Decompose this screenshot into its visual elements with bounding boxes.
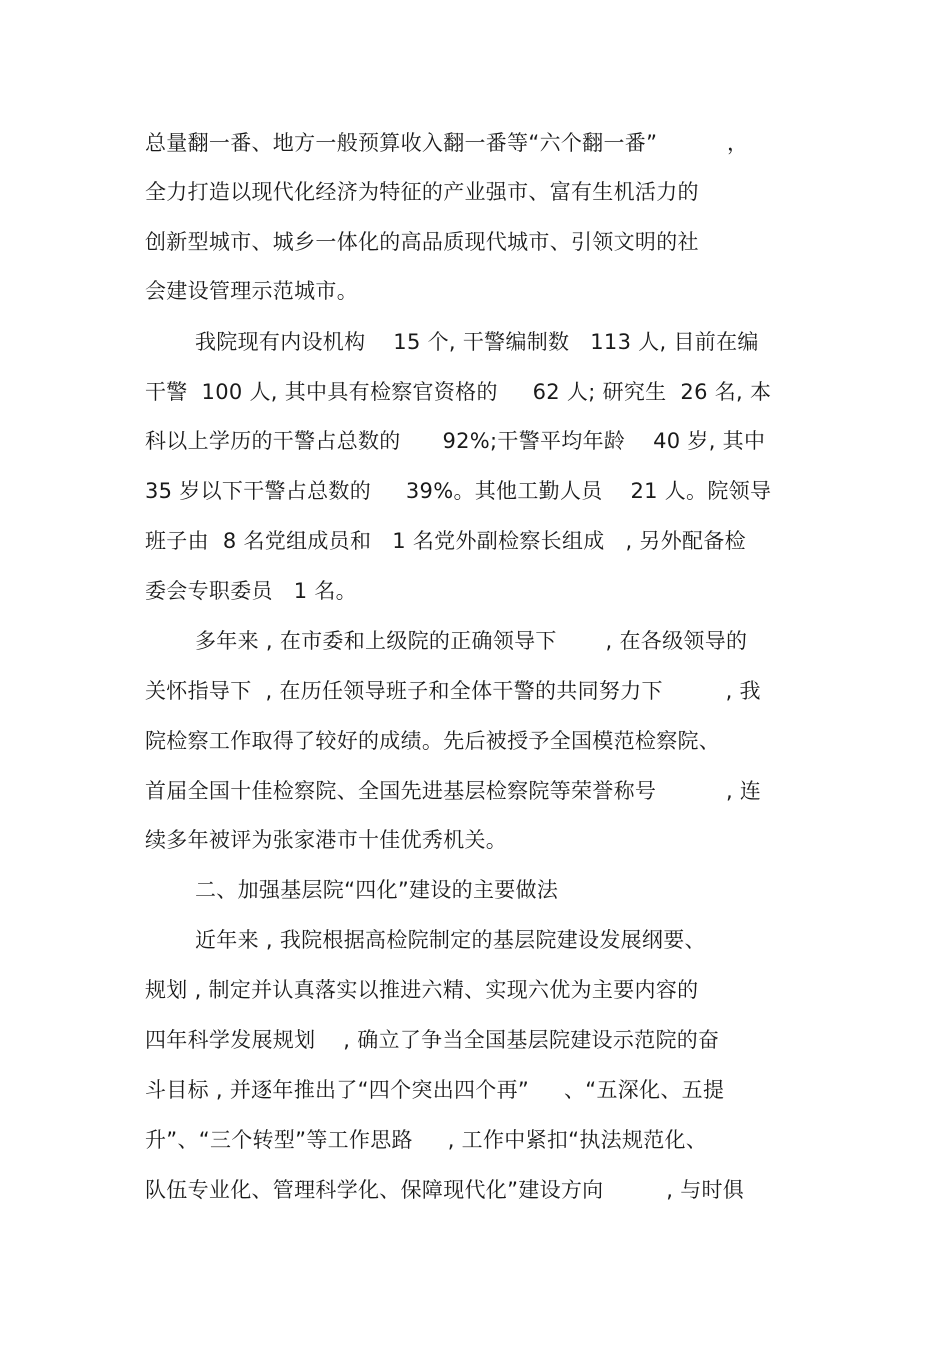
paragraph-first-line: 多年来 , 在市委和上级院的正确领导下 , 在各级领导的: [195, 629, 748, 653]
text-line: 全力打造以现代化经济为特征的产业强市、富有生机活力的: [145, 180, 699, 204]
text-line: 干警 100 人, 其中具有检察官资格的 62 人; 研究生 26 名, 本: [145, 380, 772, 404]
text-line: 升”、“三个转型”等工作思路 , 工作中紧扣“执法规范化、: [145, 1128, 708, 1152]
text-line: 关怀指导下 , 在历任领导班子和全体干警的共同努力下 , 我: [145, 679, 761, 703]
text-line: 院检察工作取得了较好的成绩。先后被授予全国模范检察院、: [145, 729, 721, 753]
text-line: 四年科学发展规划 , 确立了争当全国基层院建设示范院的奋: [145, 1028, 720, 1052]
text-line: 创新型城市、城乡一体化的高品质现代城市、引领文明的社: [145, 230, 699, 254]
text-line: 35 岁以下干警占总数的 39%。其他工勤人员 21 人。院领导: [145, 479, 772, 503]
text-line: 科以上学历的干警占总数的 92%;干警平均年龄 40 岁, 其中: [145, 429, 766, 453]
text-line: 斗目标 , 并逐年推出了“四个突出四个再” 、“五深化、五提: [145, 1078, 725, 1102]
text-line: 委会专职委员 1 名。: [145, 579, 357, 603]
text-line: 首届全国十佳检察院、全国先进基层检察院等荣誉称号 , 连: [145, 779, 762, 803]
text-line: 班子由 8 名党组成员和 1 名党外副检察长组成 , 另外配备检: [145, 529, 746, 553]
text-line: 续多年被评为张家港市十佳优秀机关。: [145, 828, 508, 852]
text-line: 会建设管理示范城市。: [145, 279, 358, 303]
section-heading: 二、加强基层院“四化”建设的主要做法: [195, 878, 559, 902]
text-line: 总量翻一番、地方一般预算收入翻一番等“六个翻一番” ，: [145, 131, 749, 155]
paragraph-first-line: 我院现有内设机构 15 个, 干警编制数 113 人, 目前在编: [195, 330, 759, 354]
text-line: 队伍专业化、管理科学化、保障现代化”建设方向 , 与时俱: [145, 1178, 745, 1202]
paragraph-first-line: 近年来 , 我院根据高检院制定的基层院建设发展纲要、: [195, 928, 706, 952]
text-line: 规划 , 制定并认真落实以推进六精、实现六优为主要内容的: [145, 978, 699, 1002]
